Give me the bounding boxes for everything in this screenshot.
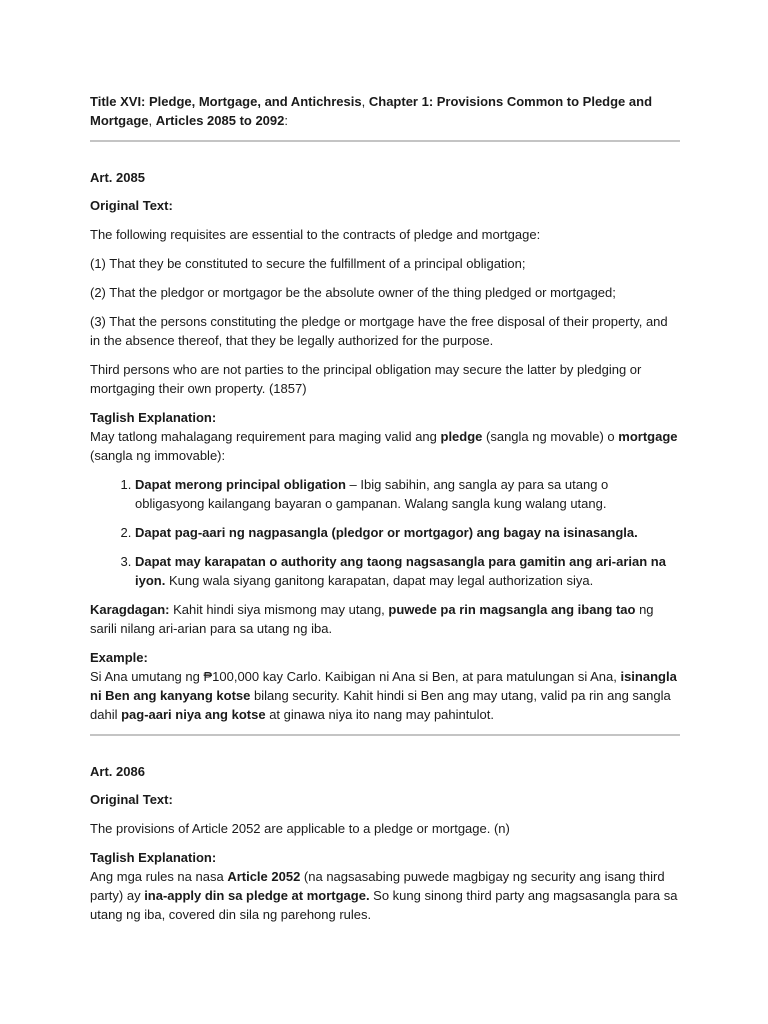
- original-paragraph: Third persons who are not parties to the principal obligation may secure the latter by pledging or mortgaging their own property. (1857): [90, 362, 642, 396]
- example-text: Si Ana umutang ng ₱100,000 kay Carlo. Kaibigan ni Ana si Ben, at para matulungan si Ana, isinangla ni Ben ang kanyang kotse bilang security. Kahit hindi si Ben ang may utang, valid pa rin ang sangla dahil pag-aari niya ang kotse at ginawa niya ito nang may pahintulot.: [90, 669, 677, 722]
- taglish-explanation: [90, 848, 680, 924]
- section-divider: [90, 140, 680, 142]
- article-heading: Art. 2085: [90, 170, 145, 185]
- original-paragraph: The provisions of Article 2052 are applicable to a pledge or mortgage. (n): [90, 821, 510, 836]
- title-part-3: Articles 2085 to 2092: [155, 113, 285, 128]
- example-block: [90, 648, 680, 724]
- section-divider: [90, 734, 680, 736]
- article-2086: [90, 762, 680, 924]
- document-title: Title XVI: Pledge, Mortgage, and Antichresis, Chapter 1: Provisions Common to Pledge and Mortgage, Articles 2085 to 2092:: [90, 94, 653, 128]
- list-item: 3. Dapat may karapatan o authority ang taong nagsasangla para gamitin ang ari-arian na iyon. Kung wala siyang ganitong karapatan, dapat may legal authorization siya.: [135, 552, 680, 590]
- list-item: 1. Dapat merong principal obligation – Ibig sabihin, ang sangla ay para sa utang o obligasyong kailangang bayaran o gampanan. Walang sangla kung walang utang.: [135, 475, 680, 513]
- article-heading: Art. 2086: [90, 764, 145, 779]
- taglish-label: Taglish Explanation:: [90, 850, 217, 865]
- document-page: [90, 92, 680, 934]
- taglish-explanation: [90, 408, 680, 465]
- article-2085: [90, 168, 680, 724]
- karagdagan-paragraph: Karagdagan: Kahit hindi siya mismong may utang, puwede pa rin magsangla ang ibang tao ng sarili nilang ari-arian para sa utang ng iba.: [90, 602, 654, 636]
- original-paragraph: (2) That the pledgor or mortgagor be the absolute owner of the thing pledged or mortgaged;: [90, 285, 616, 300]
- title-part-1: Title XVI: Pledge, Mortgage, and Antichresis: [90, 94, 362, 109]
- taglish-label: Taglish Explanation:: [90, 410, 217, 425]
- original-paragraph: (3) That the persons constituting the pledge or mortgage have the free disposal of their property, and in the absence thereof, that they be legally authorized for the purpose.: [90, 314, 668, 348]
- list-item: 2. Dapat pag-aari ng nagpasangla (pledgor or mortgagor) ang bagay na isinasangla.: [135, 523, 680, 542]
- original-paragraph: The following requisites are essential to the contracts of pledge and mortgage:: [90, 227, 541, 242]
- title-part-2: Chapter 1: Provisions Common to Pledge and Mortgage: [90, 94, 653, 128]
- example-label: Example:: [90, 650, 148, 665]
- taglish-intro: May tatlong mahalagang requirement para maging valid ang pledge (sangla ng movable) o mortgage (sangla ng immovable):: [90, 429, 678, 463]
- original-text-label: Original Text:: [90, 792, 173, 807]
- taglish-text: Ang mga rules na nasa Article 2052 (na nagsasabing puwede magbigay ng security ang isang third party) ay ina-apply din sa pledge at mortgage. So kung sinong third party ang magsasangla para sa utang ng iba, covered din sila ng parehong rules.: [90, 869, 678, 922]
- original-paragraph: (1) That they be constituted to secure the fulfillment of a principal obligation;: [90, 256, 526, 271]
- original-text-label: Original Text:: [90, 198, 173, 213]
- requirements-list: [90, 475, 680, 590]
